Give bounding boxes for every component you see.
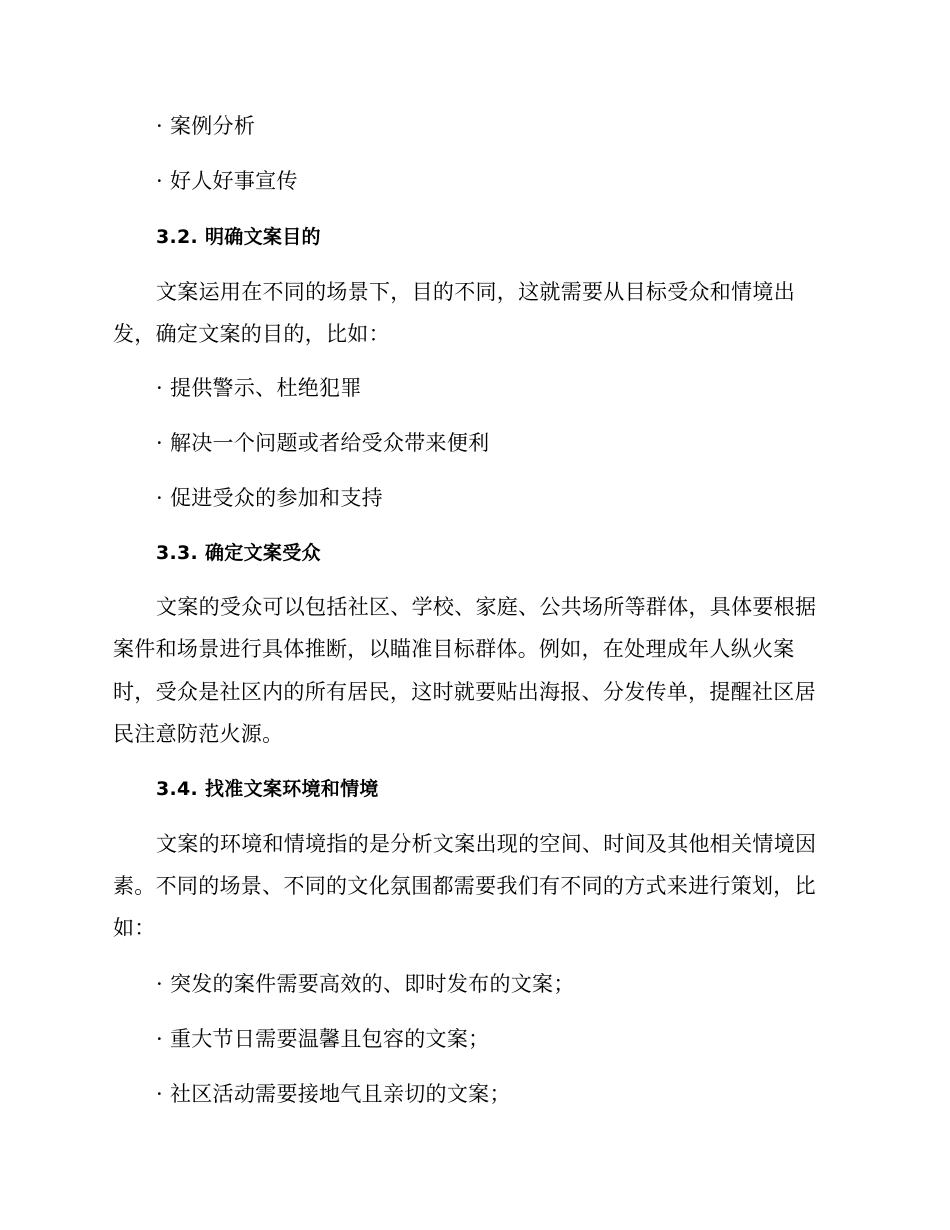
bullet-item: · 突发的案件需要高效的、即时发布的文案； xyxy=(156,972,575,996)
paragraph-line: 素。不同的场景、不同的文化氛围都需要我们有不同的方式来进行策划，比 xyxy=(113,874,816,898)
paragraph-line: 如： xyxy=(113,916,156,940)
paragraph-line: 时，受众是社区内的所有居民，这时就要贴出海报、分发传单，提醒社区居 xyxy=(113,680,816,704)
bullet-item: · 解决一个问题或者给受众带来便利 xyxy=(156,431,490,455)
bullet-item: · 好人好事宣传 xyxy=(156,169,298,193)
bullet-item: · 促进受众的参加和支持 xyxy=(156,486,383,510)
section-heading-3-2: 3.2. 明确文案目的 xyxy=(156,226,321,248)
bullet-item: · 提供警示、杜绝犯罪 xyxy=(156,376,362,400)
bullet-item: · 重大节日需要温馨且包容的文案； xyxy=(156,1027,490,1051)
paragraph-line: 案件和场景进行具体推断，以瞄准目标群体。例如，在处理成年人纵火案 xyxy=(113,637,795,661)
paragraph-line: 发，确定文案的目的，比如： xyxy=(113,322,390,346)
paragraph-line: 文案的环境和情境指的是分析文案出现的空间、时间及其他相关情境因 xyxy=(156,832,817,856)
bullet-item: · 案例分析 xyxy=(156,114,256,138)
paragraph-line: 文案运用在不同的场景下，目的不同，这就需要从目标受众和情境出 xyxy=(156,280,795,304)
section-heading-3-3: 3.3. 确定文案受众 xyxy=(156,542,321,564)
paragraph-line: 民注意防范火源。 xyxy=(113,722,284,746)
paragraph-line: 文案的受众可以包括社区、学校、家庭、公共场所等群体，具体要根据 xyxy=(156,595,817,619)
section-heading-3-4: 3.4. 找准文案环境和情境 xyxy=(156,778,379,800)
bullet-item: · 社区活动需要接地气且亲切的文案； xyxy=(156,1082,511,1106)
